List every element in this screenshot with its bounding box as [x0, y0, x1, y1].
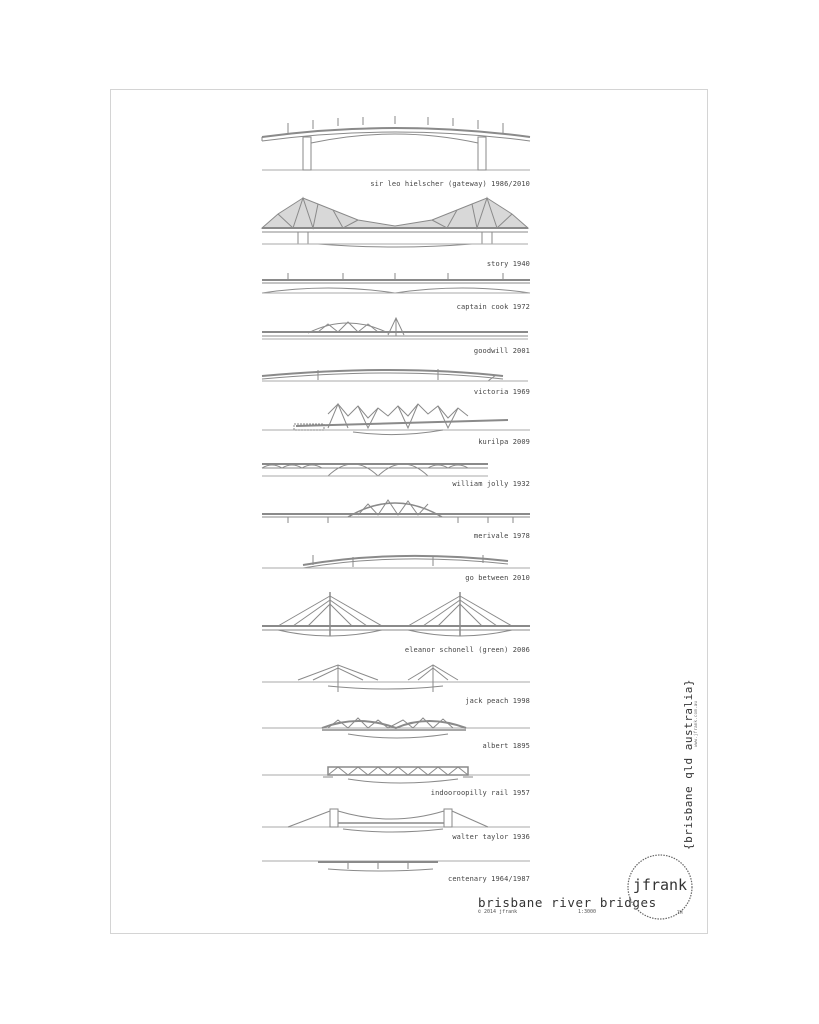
bridge-label: captain cook 1972 [456, 303, 530, 311]
bridge-label: eleanor schonell (green) 2006 [404, 646, 530, 654]
eleanor-schonell-bridge-illustration [258, 592, 532, 640]
william-jolly-bridge-illustration [258, 452, 532, 480]
bridge-indooroopilly-rail [258, 763, 532, 803]
gateway-bridge-illustration [258, 115, 532, 175]
albert-bridge-illustration [258, 714, 532, 744]
bridge-label: story 1940 [486, 260, 530, 268]
captain-cook-bridge-illustration [258, 268, 532, 298]
bridge-label: kurilpa 2009 [478, 438, 530, 446]
side-location-title: {brisbane qld australia} [682, 679, 695, 850]
bridge-kurilpa [258, 402, 532, 448]
side-website-url: www.jfrank.com.au [694, 700, 699, 747]
centenary-bridge-illustration [258, 853, 532, 873]
bridge-eleanor-schonell [258, 592, 532, 654]
bridge-label: sir leo hielscher (gateway) 1986/2010 [370, 180, 530, 188]
bridge-gateway [258, 115, 532, 195]
go-between-bridge-illustration [258, 545, 532, 575]
scale-text: 1:3000 [578, 909, 597, 915]
bridge-story [258, 192, 532, 272]
trademark-mark: TM [677, 911, 683, 916]
bridge-albert [258, 714, 532, 754]
victoria-bridge-illustration [258, 360, 532, 386]
bridge-label: albert 1895 [482, 742, 530, 750]
bridge-centenary [258, 853, 532, 889]
bridge-label: victoria 1969 [473, 388, 530, 396]
bridge-label: centenary 1964/1987 [448, 875, 530, 883]
bridge-label: william jolly 1932 [452, 480, 530, 488]
bridge-go-between [258, 545, 532, 585]
bridge-goodwill [258, 315, 532, 360]
story-bridge-illustration [258, 192, 532, 252]
bridge-merivale [258, 495, 532, 543]
bridge-label: walter taylor 1936 [452, 833, 530, 841]
bridge-captain-cook [258, 268, 532, 316]
poster-title: brisbane river bridges [478, 895, 657, 910]
bridge-label: indooroopilly rail 1957 [430, 789, 530, 797]
bridge-william-jolly [258, 452, 532, 492]
bridge-victoria [258, 360, 532, 402]
bridge-label: goodwill 2001 [473, 347, 530, 355]
jack-peach-bridge-illustration [258, 660, 532, 694]
bridge-label: merivale 1978 [473, 532, 530, 540]
bridge-label: jack peach 1998 [465, 697, 530, 705]
goodwill-bridge-illustration [258, 315, 532, 343]
bridge-jack-peach [258, 660, 532, 708]
bridge-walter-taylor [258, 805, 532, 847]
copyright-text: © 2014 jfrank [478, 909, 518, 915]
kurilpa-bridge-illustration [258, 402, 532, 436]
seal-logo-text: jfrank [632, 876, 688, 894]
bridge-label: go between 2010 [465, 574, 530, 582]
merivale-bridge-illustration [258, 495, 532, 527]
